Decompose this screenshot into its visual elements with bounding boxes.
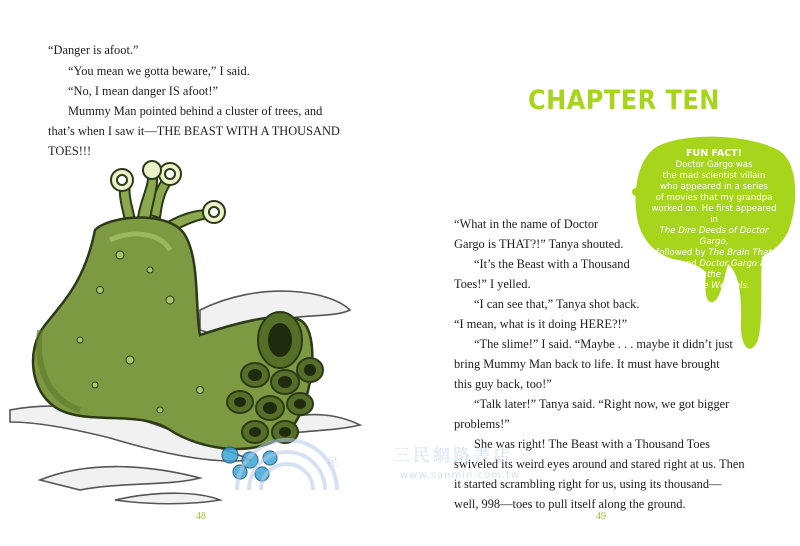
- watermark-seal: 民: [327, 456, 338, 469]
- text-line: bring Mummy Man back to life. It must have brought: [454, 357, 720, 371]
- movie-title: The Dire Deeds of Doctor Gargo: [659, 226, 769, 247]
- paragraph: “Danger is afoot.”: [48, 43, 139, 57]
- fun-fact-line: of movies that my grandpa: [655, 193, 773, 203]
- fun-fact-title: FUN FACT!: [686, 148, 742, 159]
- text-line: She was right! The Beast with a Thousand Toes: [474, 437, 710, 451]
- movie-title: Doctor Gargo and the: [699, 259, 776, 280]
- text-line: Toes!” I yelled.: [454, 277, 531, 291]
- movie-title: The Brain That: [708, 248, 772, 258]
- paragraph: “No, I mean danger IS afoot!”: [68, 84, 219, 98]
- movie-title: Measle Weasels: [678, 281, 747, 291]
- text-line: “Talk later!” Tanya said. “Right now, we got bigger: [474, 397, 730, 411]
- chapter-title: CHAPTER TEN: [528, 84, 720, 116]
- text-line: “The slime!” I said. “Maybe . . . maybe it didn’t just: [474, 337, 733, 351]
- text-line: “I can see that,” Tanya shot back.: [474, 297, 640, 311]
- fun-fact-line: Doctor Gargo was: [675, 160, 753, 170]
- paragraph: Mummy Man pointed behind a cluster of trees, and: [68, 104, 323, 118]
- fun-fact-text: followed by: [656, 248, 706, 258]
- text-line: “What in the name of Doctor: [454, 217, 599, 231]
- watermark-text: 三民網路書店: [393, 446, 513, 466]
- fun-fact-line: the mad scientist villain: [662, 171, 766, 181]
- fun-fact-line: worked on. He first appeared in: [651, 204, 777, 225]
- text-line: “I mean, what is it doing HERE?!”: [454, 317, 628, 331]
- fun-fact-text: , and: [675, 259, 697, 269]
- text-line: well, 998—toes to pull itself along the ground.: [454, 497, 686, 511]
- paragraph: that’s when I saw it—THE BEAST WITH A THOUSAND: [48, 124, 340, 138]
- fun-fact-line: who appeared in a series: [659, 182, 769, 192]
- text-line: this guy back, too!”: [454, 377, 552, 391]
- page-number: 49: [596, 511, 606, 522]
- watermark-logo: [232, 432, 342, 492]
- text-line: Gargo is THAT?!” Tanya shouted.: [454, 237, 624, 251]
- movie-title: Lived: [652, 259, 676, 269]
- text-line: problems!”: [454, 417, 510, 431]
- text-line: “It’s the Beast with a Thousand: [474, 257, 630, 271]
- page-number: 48: [196, 511, 206, 522]
- text-line: swiveled its weird eyes around and stared right at us. Then: [454, 457, 745, 471]
- paragraph: “You mean we gotta beware,” I said.: [68, 64, 250, 78]
- watermark-url: www.sanmin.com.tw: [400, 470, 521, 481]
- fun-fact-box: FUN FACT! Doctor Gargo was the mad scientist villain who appeared in a series of movies that my grandpa worked on. He first appeared in The Dire Deeds of Doctor Gargo, followed by The Brain That Lived, and Doctor Gargo and the Measle Weasels.: [651, 148, 777, 291]
- paragraph: TOES!!!: [48, 144, 92, 158]
- text-line: it started scrambling right for us, using its thousand—: [454, 477, 722, 491]
